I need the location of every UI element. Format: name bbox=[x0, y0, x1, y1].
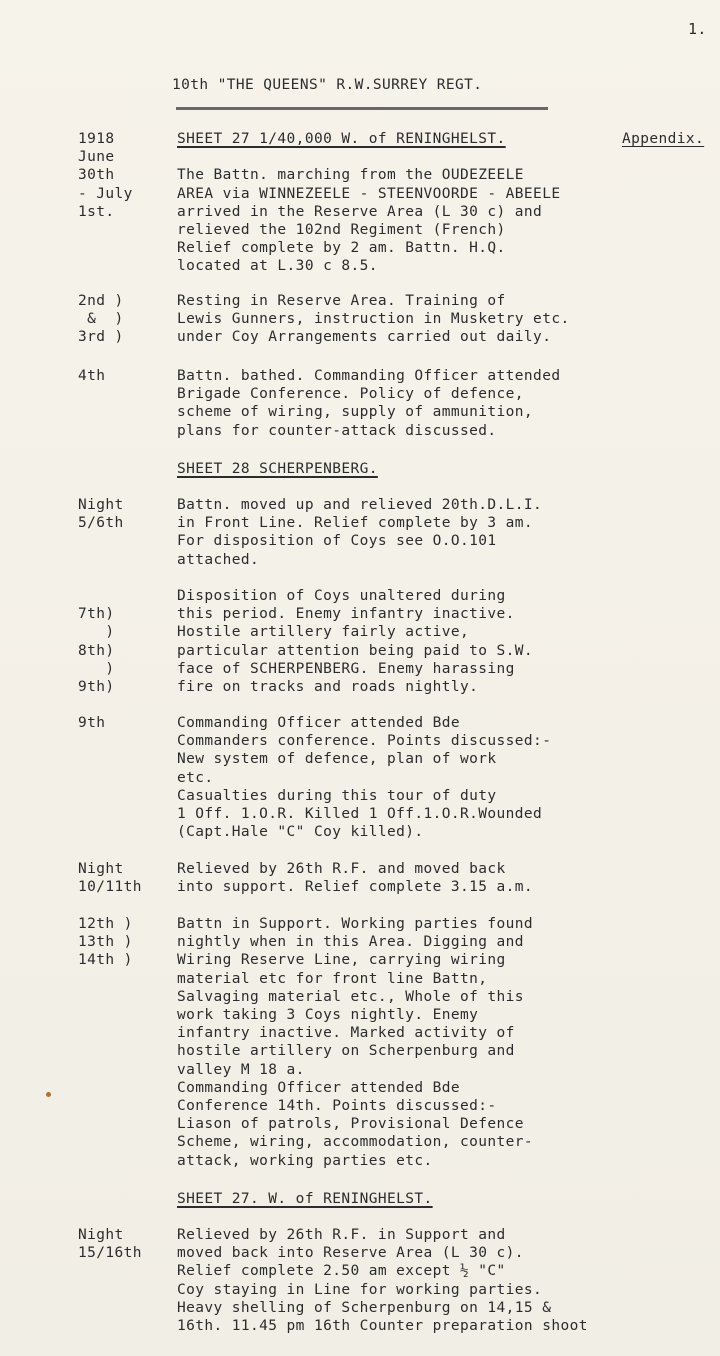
section-heading-sheet27: SHEET 27 1/40,000 W. of RENINGHELST. bbox=[177, 131, 506, 147]
entry-text: Disposition of Coys unaltered during this period. Enemy infantry inactive. Hostile artillery fairly active, particular attention being paid to S.W. face of SCHERPENBERG. Enemy harassing fire on tracks and roads nightly. bbox=[177, 588, 534, 696]
entry-text: Battn. bathed. Commanding Officer attended Brigade Conference. Policy of defence, scheme of wiring, supply of ammunition, plans for counter-attack discussed. bbox=[177, 368, 561, 439]
entry-date: 7th) ) 8th) ) 9th) bbox=[78, 606, 115, 696]
entry-text: Battn in Support. Working parties found nightly when in this Area. Digging and Wiring Reserve Line, carrying wiring material etc for front line Battn, Salvaging material etc., Whole of this work taking 3 Coys nightly. Enemy infantry inactive. Marked activity of hostile artillery on Scherpenburg and valley M 18 a. Commanding Officer attended Bde Conference 14th. Points discussed:- Liason of patrols, Provisional Defence Scheme, wiring, accommodation, counter- attack, working parties etc. bbox=[177, 916, 534, 1169]
entry-text: Commanding Officer attended Bde Commanders conference. Points discussed:- New system of defence, plan of work etc. Casualties during this tour of duty 1 Off. 1.O.R. Killed 1 Off.1.O.R.Wounded (Capt.Hale "C" Coy killed). bbox=[177, 715, 552, 841]
entry-text: Resting in Reserve Area. Training of Lewis Gunners, instruction in Musketry etc. under Coy Arrangements carried out daily. bbox=[177, 293, 570, 346]
title-underline bbox=[176, 107, 548, 110]
entry-date: 9th bbox=[78, 715, 106, 731]
entry-text: Relieved by 26th R.F. and moved back into support. Relief complete 3.15 a.m. bbox=[177, 861, 534, 896]
page-number: 1. bbox=[688, 20, 707, 38]
entry-date: Night 5/6th bbox=[78, 497, 124, 532]
entry-text: The Battn. marching from the OUDEZEELE AREA via WINNEZEELE - STEENVOORDE - ABEELE arrived in the Reserve Area (L 30 c) and relieved the 102nd Regiment (French) Relief complete by 2 am. Battn. H.Q. located at L.30 c 8.5. bbox=[177, 167, 561, 275]
entry-date: 4th bbox=[78, 368, 106, 384]
ink-spot bbox=[46, 1092, 51, 1097]
page-title: 10th "THE QUEENS" R.W.SURREY REGT. bbox=[172, 77, 483, 93]
entry-text: Relieved by 26th R.F. in Support and moved back into Reserve Area (L 30 c). Relief complete 2.50 am except ½ "C" Coy staying in Line for working parties. Heavy shelling of Scherpenburg on 14,15 & 16th. 11.45 pm 16th Counter preparation shoot bbox=[177, 1227, 588, 1335]
section-heading-sheet28: SHEET 28 SCHERPENBERG. bbox=[177, 461, 378, 477]
entry-date: 12th ) 13th ) 14th ) bbox=[78, 916, 133, 969]
entry-text: Battn. moved up and relieved 20th.D.L.I. in Front Line. Relief complete by 3 am. For disposition of Coys see O.O.101 attached. bbox=[177, 497, 543, 568]
entry-date: Night 10/11th bbox=[78, 861, 142, 896]
entry-date: 2nd ) & ) 3rd ) bbox=[78, 293, 124, 346]
entry-date: Night 15/16th bbox=[78, 1227, 142, 1262]
appendix-label: Appendix. bbox=[622, 131, 705, 147]
section-heading-sheet27-reninghelst: SHEET 27. W. of RENINGHELST. bbox=[177, 1191, 433, 1207]
entry-date: 1918 June 30th - July 1st. bbox=[78, 131, 133, 220]
